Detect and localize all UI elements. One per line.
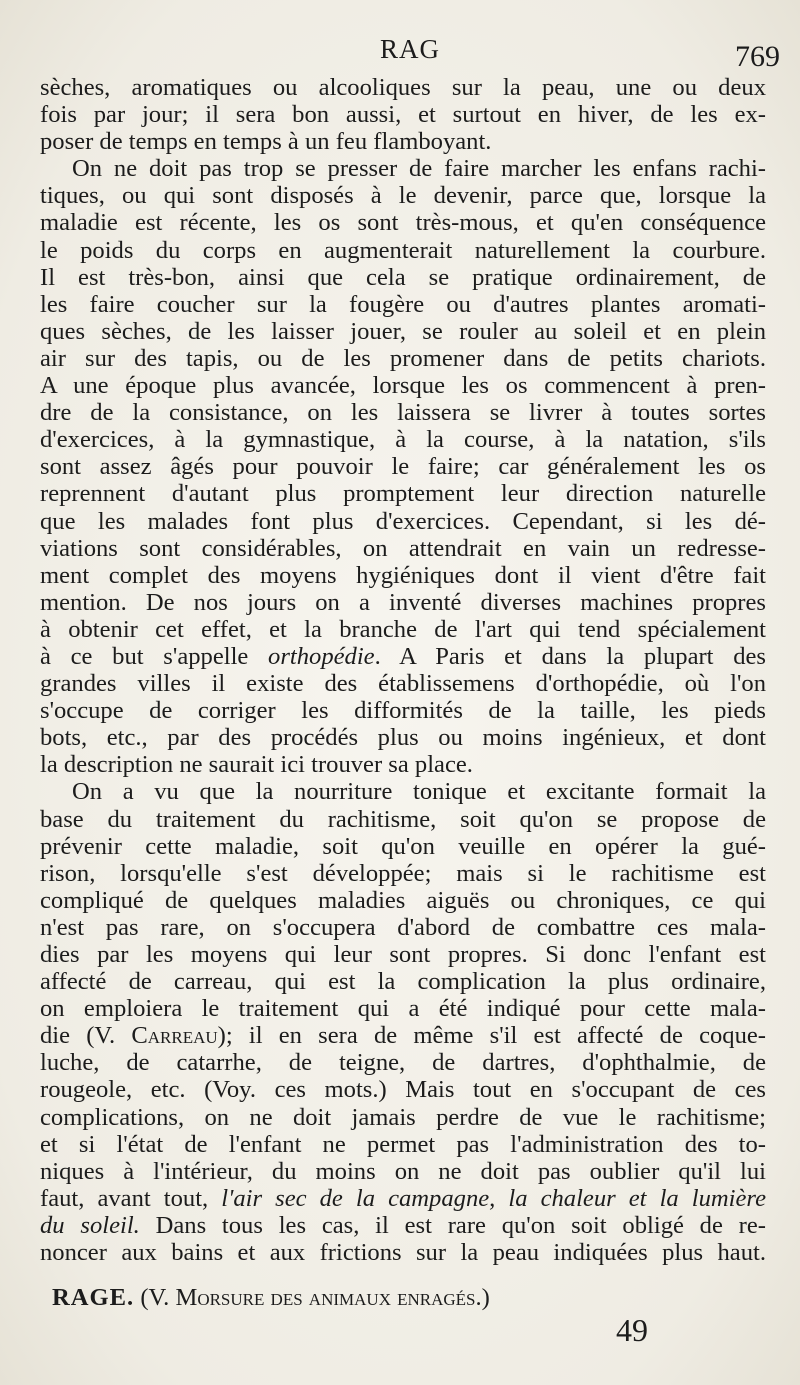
text-line: ques sèches, de les laisser jouer, se rouler au soleil et en plein bbox=[40, 317, 766, 345]
signature-mark: 49 bbox=[616, 1312, 648, 1348]
entry-close: ) bbox=[481, 1284, 490, 1311]
text-line: fois par jour; il sera bon aussi, et surtout en hiver, de les ex- bbox=[40, 101, 766, 129]
text-segment: ); il en sera de même s'il est affecté de coque- bbox=[217, 1022, 766, 1050]
text-line: A une époque plus avancée, lorsque les os commencent à pren- bbox=[40, 372, 766, 400]
text-line: les faire coucher sur la fougère ou d'autres plantes aromati- bbox=[40, 290, 766, 318]
text-line: dre de la consistance, on les laissera se livrer à toutes sortes bbox=[40, 399, 766, 427]
text-line: poser de temps en temps à un feu flamboyant. bbox=[40, 128, 492, 156]
text-line: rougeole, etc. (Voy. ces mots.) Mais tout en s'occupant de ces bbox=[40, 1076, 766, 1104]
text-line: sèches, aromatiques ou alcooliques sur la peau, une ou deux bbox=[40, 74, 766, 101]
text-line: reprennent d'autant plus promptement leur direction naturelle bbox=[40, 480, 766, 508]
text-segment: faut, avant tout, bbox=[40, 1184, 222, 1212]
text-line bbox=[40, 643, 766, 670]
text-line: On ne doit pas trop se presser de faire marcher les enfans rachi- bbox=[72, 155, 766, 183]
dictionary-entry bbox=[52, 1284, 752, 1312]
text-line: grandes villes il existe des établissemens d'orthopédie, où l'on bbox=[40, 670, 766, 698]
text-line: bots, etc., par des procédés plus ou moins ingénieux, et dont bbox=[40, 724, 766, 752]
text-line: rison, lorsqu'elle s'est développée; mais si le rachitisme est bbox=[40, 859, 766, 887]
text-line: compliqué de quelques maladies aiguës ou chroniques, ce qui bbox=[40, 886, 766, 914]
page-header bbox=[40, 30, 780, 74]
body-text bbox=[40, 74, 766, 1266]
text-line: base du traitement du rachitisme, soit qu'on se propose de bbox=[40, 805, 766, 833]
text-line: la description ne saurait ici trouver sa place. bbox=[40, 751, 473, 779]
text-line: ment complet des moyens hygiéniques dont il vient d'être fait bbox=[40, 561, 766, 589]
text-line: le poids du corps en augmenterait naturellement la courbure. bbox=[40, 236, 766, 264]
text-line: noncer aux bains et aux frictions sur la peau indiquées plus haut. bbox=[40, 1239, 766, 1267]
text-segment: à ce but s'appelle bbox=[40, 642, 269, 670]
text-line: on emploiera le traitement qui a été indiqué pour cette mala- bbox=[40, 995, 766, 1023]
text-line: que les malades font plus d'exercices. Cependant, si les dé- bbox=[40, 507, 766, 535]
text-line: air sur des tapis, ou de les promener dans de petits chariots. bbox=[40, 344, 766, 372]
text-line: Il est très-bon, ainsi que cela se pratique ordinairement, de bbox=[40, 263, 766, 291]
running-head: RAG bbox=[379, 34, 440, 64]
text-line bbox=[40, 1022, 766, 1049]
text-line bbox=[40, 1185, 766, 1212]
text-line: n'est pas rare, on s'occupera d'abord de combattre ces mala- bbox=[40, 913, 766, 941]
text-segment: . A Paris et dans la plupart des bbox=[374, 642, 767, 670]
text-line: affecté de carreau, qui est la complication la plus ordinaire, bbox=[40, 968, 766, 996]
text-line: à obtenir cet effet, et la branche de l'art qui tend spécialement bbox=[40, 615, 766, 643]
entry-open: (V. bbox=[134, 1284, 176, 1311]
text-line: On a vu que la nourriture tonique et excitante formait la bbox=[72, 778, 766, 806]
text-line: luche, de catarrhe, de teigne, de dartres, d'ophthalmie, de bbox=[40, 1049, 766, 1077]
text-line: niques à l'intérieur, du moins on ne doit pas oublier qu'il lui bbox=[40, 1157, 766, 1185]
text-line: viations sont considérables, on attendrait en vain un redresse- bbox=[40, 534, 766, 562]
entry-headword: RAGE. bbox=[52, 1284, 135, 1311]
text-line: maladie est récente, les os sont très-mous, et qu'en conséquence bbox=[40, 209, 766, 237]
cross-reference: Carreau bbox=[131, 1022, 218, 1050]
text-line: et si l'état de l'enfant ne permet pas l'administration des to- bbox=[40, 1130, 766, 1158]
text-line: dies par les moyens qui leur sont propres. Si donc l'enfant est bbox=[40, 941, 766, 968]
text-line bbox=[40, 1212, 766, 1239]
text-line: s'occupe de corriger les difformités de la taille, les pieds bbox=[40, 697, 766, 725]
text-line: sont assez âgés pour pouvoir le faire; car généralement les os bbox=[40, 453, 766, 481]
italic-term: orthopédie bbox=[268, 642, 375, 670]
text-line: prévenir cette maladie, soit qu'on veuille en opérer la gué- bbox=[40, 832, 766, 860]
italic-phrase: l'air sec de la campagne, la chaleur et la lumière bbox=[221, 1184, 766, 1212]
text-line: tiques, ou qui sont disposés à le devenir, parce que, lorsque la bbox=[40, 182, 766, 210]
italic-phrase: du soleil. bbox=[40, 1211, 140, 1239]
text-segment: die (V. bbox=[40, 1022, 132, 1050]
text-line: complications, on ne doit jamais perdre de vue le rachitisme; bbox=[40, 1103, 766, 1131]
text-segment: Dans tous les cas, il est rare qu'on soit obligé de re- bbox=[139, 1211, 766, 1239]
entry-cross-reference: Morsure des animaux enragés. bbox=[175, 1284, 482, 1311]
text-line: mention. De nos jours on a inventé diverses machines propres bbox=[40, 588, 766, 616]
text-line: d'exercices, à la gymnastique, à la course, à la natation, s'ils bbox=[40, 426, 766, 454]
page-number: 769 bbox=[735, 40, 780, 73]
